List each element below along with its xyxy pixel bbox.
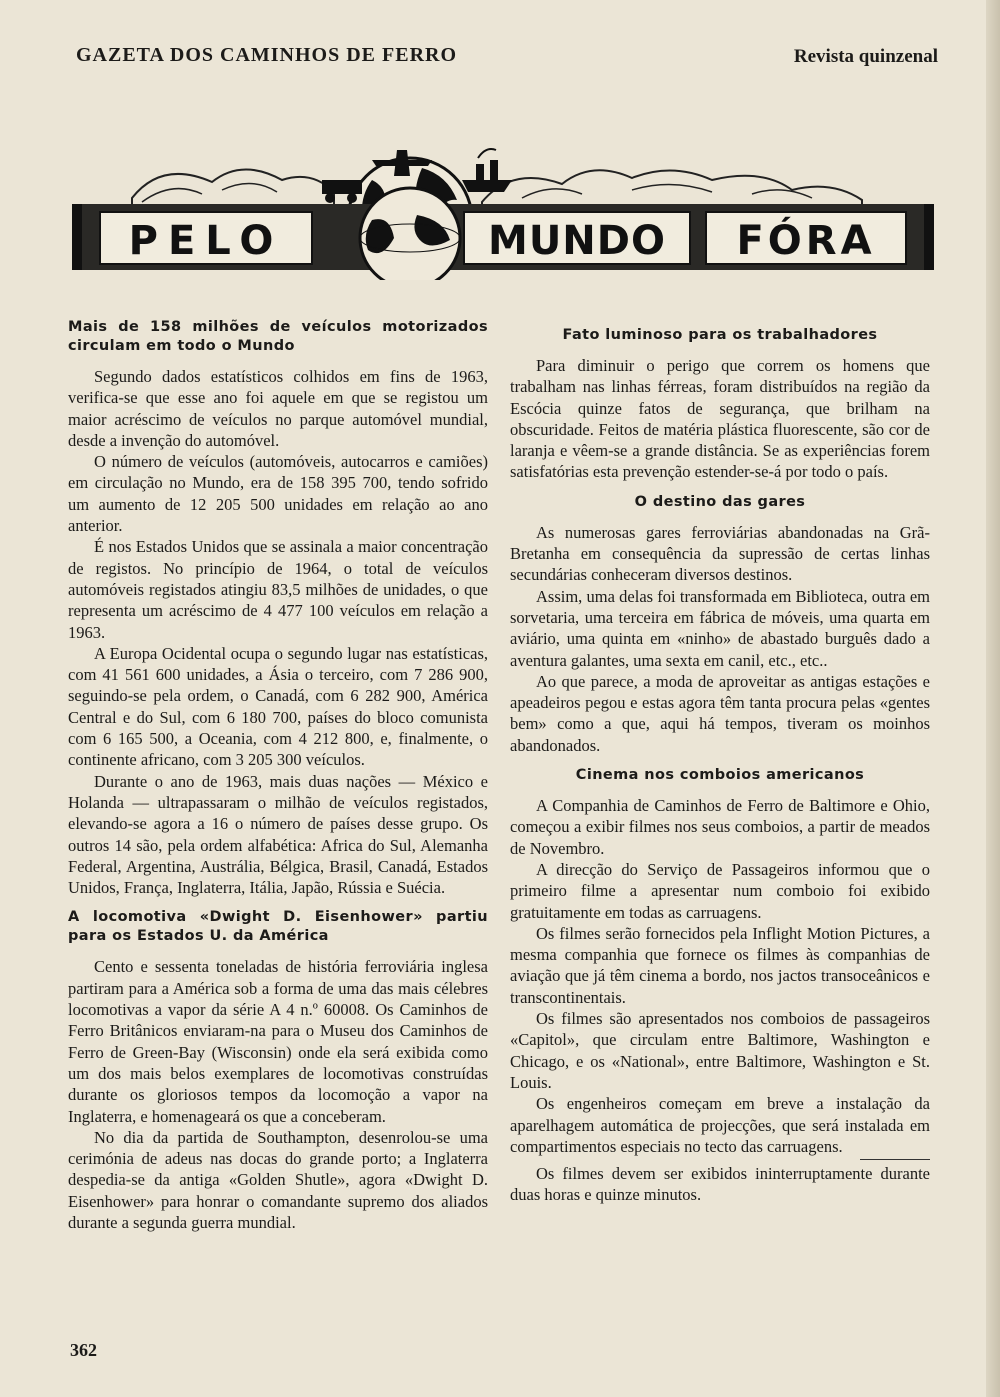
page-header <box>76 44 938 74</box>
publication-subtitle: Revista quinzenal <box>793 46 938 67</box>
article-title-vehicles: Mais de 158 milhões de veículos motorizados circulam em todo o Mundo <box>68 319 488 354</box>
article-paragraph: Para diminuir o perigo que correm os homens que trabalham nas linhas férreas, foram distribuídos na região da Escócia quinze fatos de segurança, que brilham na obscuridade. Feitos de matéria plástica fluorescente, são cor de laranja e vêem-se a grande distância. Se as experiências forem satisfatórias esta prevenção estender-se-á por todo o país. <box>510 356 930 482</box>
publication-title: GAZETA DOS CAMINHOS DE FERRO <box>76 44 458 66</box>
banner-word-1: PELO <box>128 218 284 264</box>
article-paragraph: Ao que parece, a moda de aproveitar as antigas estações e apeadeiros pegou e estas agora têm tanta procura pelas «gentes bem» como a que, aqui há tempos, tiveram os moinhos abandonados. <box>510 671 930 755</box>
article-paragraph: A direcção do Serviço de Passageiros informou que o primeiro filme a apresentar num comboio foi exibido gratuitamente em todas as carruagens. <box>510 859 930 922</box>
divider-rule <box>860 1159 930 1160</box>
article-paragraph: Os engenheiros começam em breve a instalação da aparelhagem automática de projecções, que será instalada em compartimentos especiais no tecto das carruagens. <box>510 1094 930 1156</box>
article-title-luminous-suit: Fato luminoso para os trabalhadores <box>562 327 878 343</box>
article-paragraph: Os filmes serão fornecidos pela Inflight Motion Pictures, a mesma companhia que fornece os filmes às companhias de aviação que já têm cinema a bordo, nos jactos transoceânicos e transcontinentais. <box>510 923 930 1007</box>
article-paragraph: A Companhia de Caminhos de Ferro de Baltimore e Ohio, começou a exibir filmes nos seus comboios, a partir de meados de Novembro. <box>510 796 930 858</box>
article-paragraph: O número de veículos (automóveis, autocarros e camiões) em circulação no Mundo, era de 158 395 700, tendo sofrido um aumento de 12 205 500 unidades em relação ao ano anterior. <box>68 452 488 536</box>
banner-illustration <box>72 120 934 280</box>
article-paragraph: É nos Estados Unidos que se assinala a maior concentração de registos. No princípio de 1964, o total de veículos automóveis registados atingiu 83,5 milhões de unidades, o que representa um acréscimo de 4 477 100 veículos em relação a 1963. <box>68 537 488 642</box>
article-title-cinema: Cinema nos comboios americanos <box>575 767 865 784</box>
page-edge-shadow <box>986 0 1000 1397</box>
left-column <box>68 318 488 1233</box>
banner-word-3: FÓRA <box>736 218 876 264</box>
article-paragraph: Assim, uma delas foi transformada em Biblioteca, outra em sorvetaria, uma terceira em fábrica de móveis, uma quarta em aviário, uma quinta em «ninho» de abastado burguês dado a aventura galantes, uma sexta em canil, etc., etc.. <box>510 586 930 670</box>
article-paragraph: Cento e sessenta toneladas de história ferroviária inglesa partiram para a América sob a forma de uma das mais célebres locomotivas a vapor da série A 4 n.º 60008. Os Caminhos de Ferro Britânicos enviaram-na para o Museu dos Caminhos de Ferro de Green-Bay (Wisconsin) onde ela será exibida como um dos mais belos exemplares de locomotivas construídas durante os gloriosos tempos da locomoção a vapor na Inglaterra, e homenageará os que a conceberam. <box>68 957 488 1126</box>
article-paragraph: Os filmes são apresentados nos comboios de passageiros «Capitol», que circulam entre Baltimore, Washington e Chicago, e os «National», entre Baltimore, Washington e St. Louis. <box>510 1009 930 1092</box>
page-number: 362 <box>70 1340 97 1360</box>
section-banner <box>72 120 934 280</box>
banner-word-2: MUNDO <box>488 218 666 264</box>
article-title-stations: O destino das gares <box>634 493 806 510</box>
article-paragraph: Durante o ano de 1963, mais duas nações — México e Holanda — ultrapassaram o milhão de veículos registados, elevando-se agora a 16 o número de países desse grupo. Os outros 14 são, pela ordem alfabética: Africa do Sul, Alemanha Federal, Argentina, Austrália, Bélgica, Brasil, Canadá, Estados Unidos, França, Inglaterra, Itália, Japão, Rússia e Suécia. <box>68 771 488 898</box>
article-paragraph: Os filmes devem ser exibidos ininterruptamente durante duas horas e quinze minutos. <box>510 1164 930 1205</box>
article-paragraph: No dia da partida de Southampton, desenrolou-se uma cerimónia de adeus nas docas do grande porto; a Inglaterra despedia-se da antiga «Golden Shutle», agora «Dwight D. Eisenhower» para honrar o comandante supremo dos aliados durante a segunda guerra mundial. <box>68 1127 488 1232</box>
article-paragraph: Segundo dados estatísticos colhidos em fins de 1963, verifica-se que esse ano foi aquele em que se registou um maior acréscimo de veículos no parque automóvel mundial, desde a invenção do automóvel. <box>68 367 488 450</box>
article-title-locomotive: A locomotiva «Dwight D. Eisenhower» partiu para os Estados U. da América <box>68 909 488 945</box>
right-column <box>510 318 930 1206</box>
article-paragraph: As numerosas gares ferroviárias abandonadas na Grã-Bretanha em consequência da supressão de certas linhas secundárias conheceram diversos destinos. <box>510 522 930 585</box>
article-paragraph: A Europa Ocidental ocupa o segundo lugar nas estatísticas, com 41 561 600 unidades, a Ásia o terceiro, com 7 286 900, seguindo-se pela ordem, o Canadá, com 6 282 900, América Central e do Sul, com 6 180 700, países do bloco comunista com 6 165 500, a Oceania, com 4 212 800, e, finalmente, o continente africano, com 3 205 300 veículos. <box>68 643 488 770</box>
